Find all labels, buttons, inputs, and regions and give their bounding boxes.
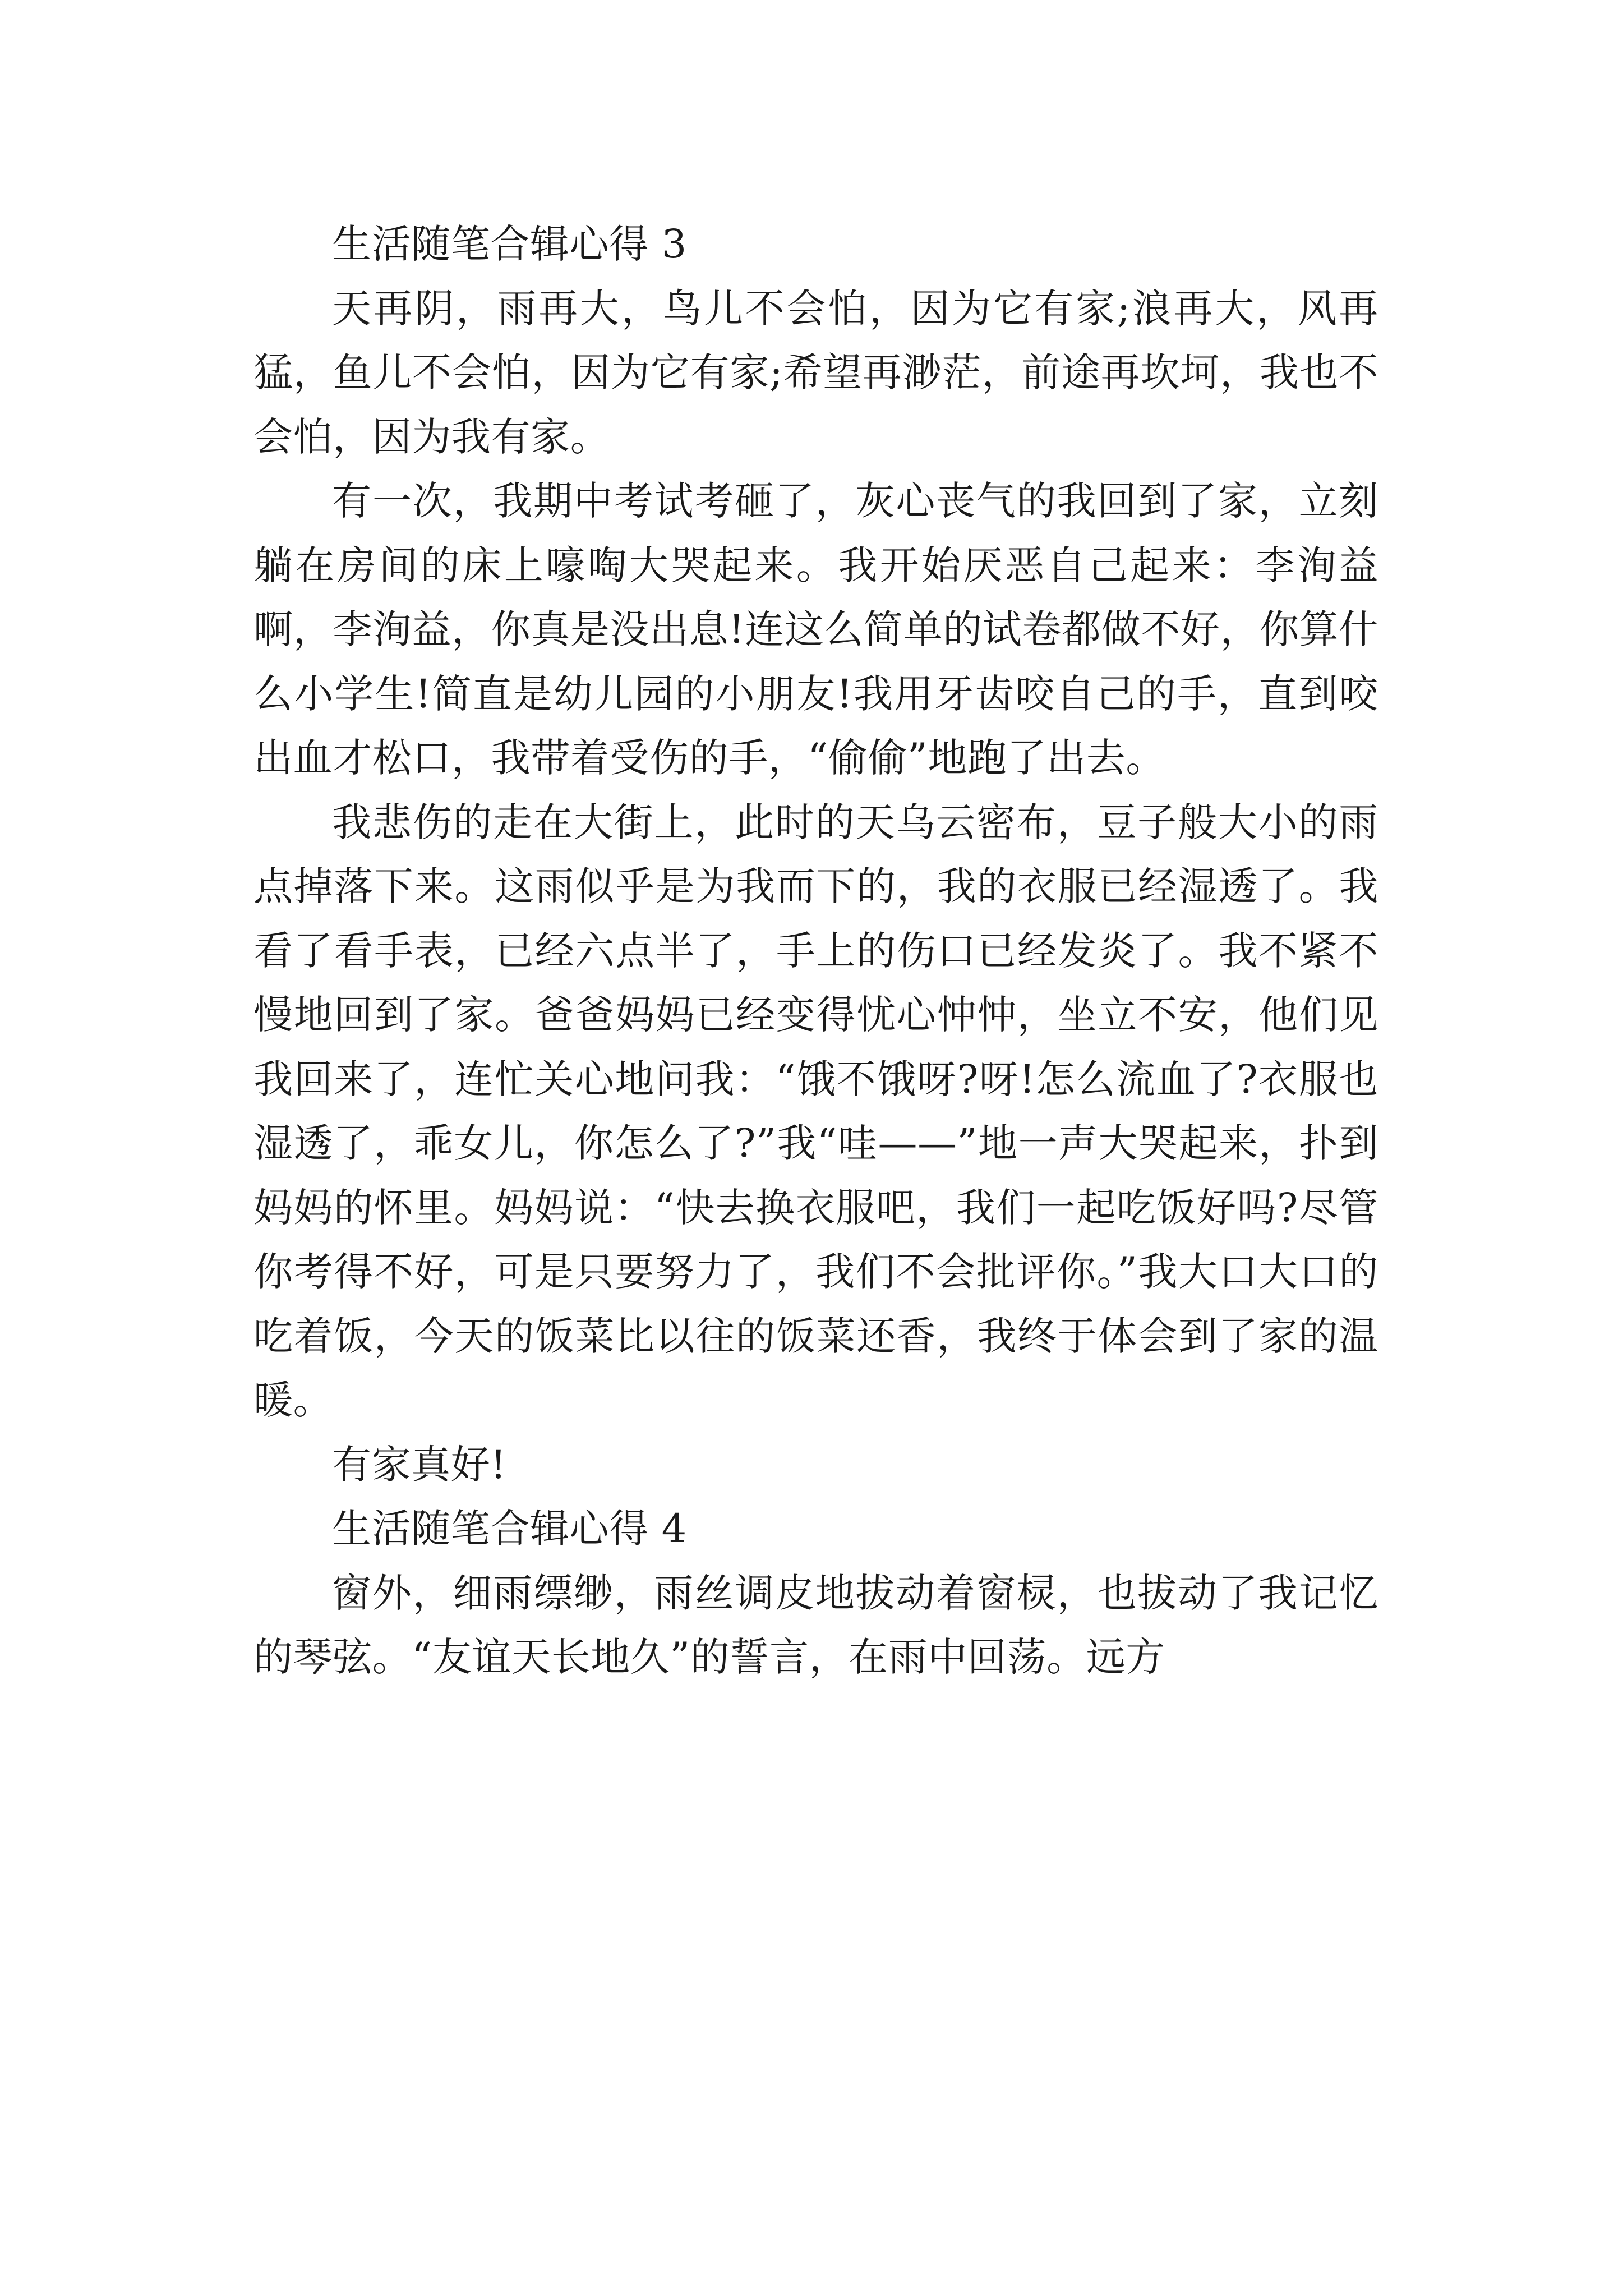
- body-paragraph: 窗外，细雨缥缈，雨丝调皮地拔动着窗棂，也拔动了我记忆的琴弦。“友谊天长地久”的誓言，在雨中回荡。远方: [253, 1570, 1378, 1680]
- body-paragraph: 有家真好!: [332, 1441, 507, 1488]
- body-paragraph: 天再阴，雨再大，鸟儿不会怕，因为它有家;浪再大，风再猛，鱼儿不会怕，因为它有家;希望再渺茫，前途再坎坷，我也不会怕，因为我有家。: [253, 285, 1378, 460]
- body-paragraph: 我悲伤的走在大街上，此时的天乌云密布，豆子般大小的雨点掉落下来。这雨似乎是为我而下的，我的衣服已经湿透了。我看了看手表，已经六点半了，手上的伤口已经发炎了。我不紧不慢地回到了家。爸爸妈妈已经变得忧心忡忡，坐立不安，他们见我回来了，连忙关心地问我：“饿不饿呀?呀!怎么流血了?衣服也湿透了，乖女儿，你怎么了?”我“哇——”地一声大哭起来，扑到妈妈的怀里。妈妈说：“快去换衣服吧，我们一起吃饭好吗?尽管你考得不好，可是只要努力了，我们不会批评你。”我大口大口的吃着饭，今天的饭菜比以往的饭菜还香，我终于体会到了家的温暖。: [253, 799, 1378, 1423]
- section-heading-3: 生活随笔合辑心得 3: [332, 221, 687, 267]
- section-heading-4: 生活随笔合辑心得 4: [332, 1506, 687, 1552]
- body-paragraph: 有一次，我期中考试考砸了，灰心丧气的我回到了家，立刻躺在房间的床上嚎啕大哭起来。我开始厌恶自己起来：李洵益啊，李洵益，你真是没出息!连这么简单的试卷都做不好，你算什么小学生!简直是幼儿园的小朋友!我用牙齿咬自己的手，直到咬出血才松口，我带着受伤的手，“偷偷”地跑了出去。: [253, 478, 1378, 781]
- document-body: [253, 212, 1378, 1690]
